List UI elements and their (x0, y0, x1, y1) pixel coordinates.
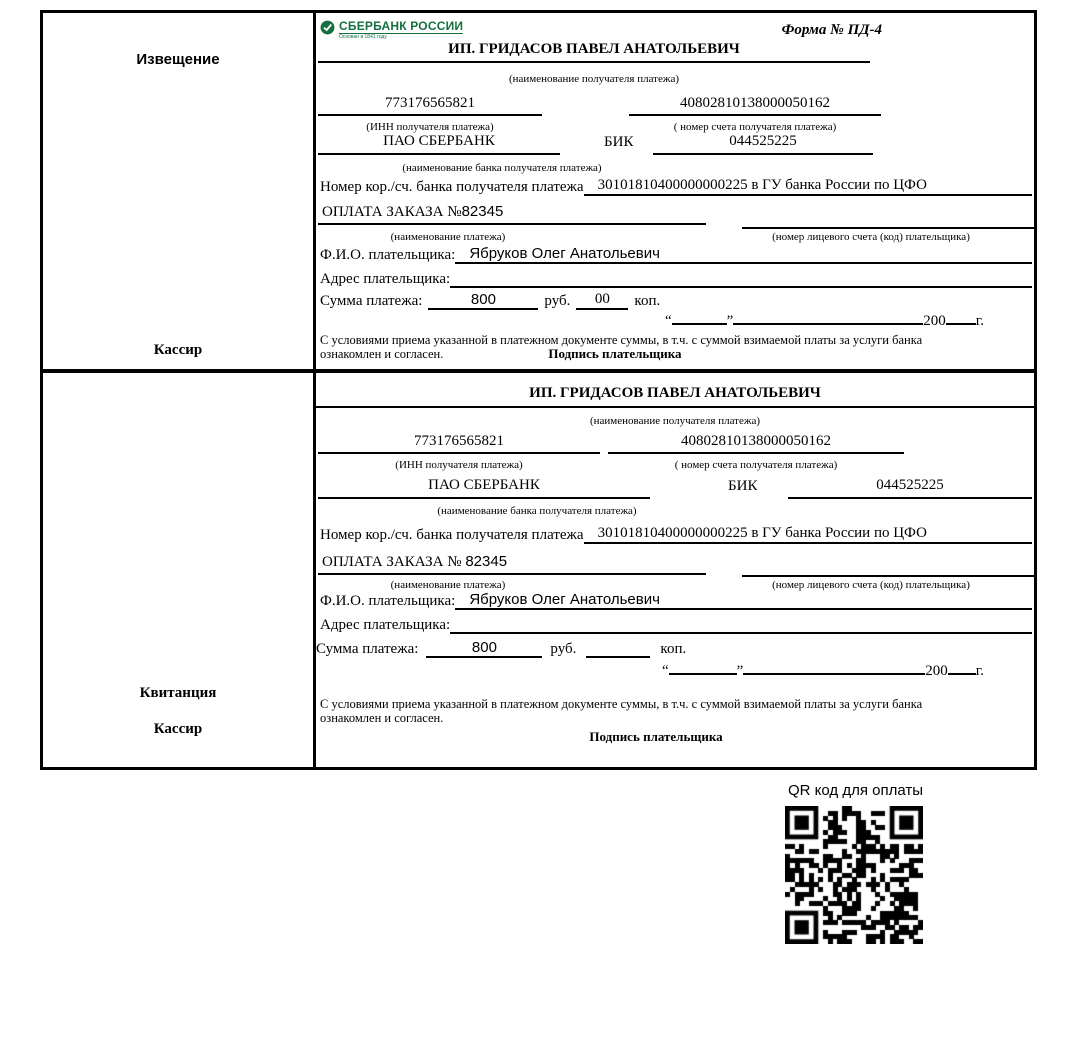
receipt-content-1 (316, 13, 1034, 369)
cashier-label: Кассир (153, 342, 203, 358)
inn-caption: (ИНН получателя платежа) (366, 121, 494, 133)
corr-value: 30101810400000000225 в ГУ банка России по ЦФО (584, 177, 1032, 196)
account-value: 40802810138000050162 (608, 433, 904, 454)
personal-acc-caption: (номер лицевого счета (код) плательщика) (772, 579, 970, 591)
payee-name: ИП. ГРИДАСОВ ПАВЕЛ АНАТОЛЬЕВИЧ (318, 41, 870, 63)
signature-label: Подпись плательщика (548, 346, 682, 361)
form-number: Форма № ПД-4 (781, 22, 882, 38)
personal-acc-caption: (номер лицевого счета (код) плательщика) (772, 231, 970, 243)
inn-value: 773176565821 (318, 95, 542, 116)
sum-kop-value: 00 (576, 291, 628, 310)
corr-label: Номер кор./сч. банка получателя платежа (320, 527, 584, 543)
corr-row (320, 525, 1032, 544)
payer-address-value (450, 286, 1032, 288)
sberbank-logo (320, 20, 463, 40)
date-month-line (743, 661, 925, 675)
year-prefix: 200 (923, 313, 946, 329)
payer-name-label: Ф.И.О. плательщика: (320, 593, 456, 609)
rub-label: руб. (550, 641, 577, 657)
inn-value: 773176565821 (318, 433, 600, 454)
order-number: 82345 (461, 203, 504, 220)
payment-caption: (наименование платежа) (390, 231, 506, 243)
qr-label: QR код для оплаты (788, 782, 924, 799)
rub-label: руб. (544, 293, 571, 309)
stub-izveshchenie (43, 13, 316, 369)
signature-label: Подпись плательщика (589, 729, 723, 744)
sberbank-logo-icon (320, 20, 335, 35)
payer-name-label: Ф.И.О. плательщика: (320, 247, 456, 263)
kop-label: коп. (660, 641, 687, 657)
payer-name-value: Ябруков Олег Анатольевич (455, 591, 1032, 610)
payment-caption: (наименование платежа) (390, 579, 506, 591)
account-caption: ( номер счета получателя платежа) (674, 459, 838, 471)
payer-address-label: Адрес плательщика: (320, 271, 451, 287)
sum-rub-value: 800 (426, 639, 542, 658)
bik-value: 044525225 (788, 477, 1032, 499)
bank-name: ПАО СБЕРБАНК (318, 477, 650, 499)
payment-name-label: ОПЛАТА ЗАКАЗА № (322, 204, 462, 220)
date-year-line (946, 311, 976, 325)
sum-kop-value (586, 656, 650, 658)
year-prefix: 200 (925, 663, 948, 679)
bank-name: ПАО СБЕРБАНК (318, 133, 560, 155)
sum-rub-value: 800 (428, 291, 538, 310)
stub-kvitanciya (43, 373, 316, 767)
payer-address-row (320, 271, 1032, 288)
payer-name-row (320, 245, 1032, 264)
personal-acc-line (742, 559, 1034, 577)
payee-caption: (наименование получателя платежа) (508, 73, 680, 85)
payer-name-value: Ябруков Олег Анатольевич (455, 245, 1032, 264)
sum-row (320, 291, 660, 310)
account-caption: ( номер счета получателя платежа) (673, 121, 837, 133)
bik-label: БИК (604, 134, 634, 150)
sum-label: Сумма платежа: (316, 641, 419, 657)
stub-title: Извещение (136, 51, 220, 68)
cashier-label: Кассир (153, 721, 203, 737)
receipt-content-2 (316, 373, 1034, 767)
kop-label: коп. (634, 293, 661, 309)
agreement-text: С условиями приема указанной в платежном документе суммы, в т.ч. с суммой взимаемой платы за услуги банка ознакомлен и согласен. (320, 697, 923, 725)
corr-row (320, 177, 1032, 196)
personal-acc-line (742, 209, 1034, 229)
sberbank-logo-text: СБЕРБАНК РОССИИ (339, 19, 464, 33)
bik-value: 044525225 (653, 133, 873, 155)
bank-caption: (наименование банка получателя платежа) (437, 505, 637, 517)
agreement-text: С условиями приема указанной в платежном документе суммы, в т.ч. с суммой взимаемой платы за услуги банка ознакомлен и согласен. Подпись плательщика (320, 333, 923, 361)
bank-caption: (наименование банка получателя платежа) (402, 162, 602, 174)
payer-address-row (320, 617, 1032, 634)
corr-label: Номер кор./сч. банка получателя платежа (320, 179, 584, 195)
pd4-form (40, 10, 1037, 770)
sum-row (316, 639, 686, 658)
corr-value: 30101810400000000225 в ГУ банка России по ЦФО (584, 525, 1032, 544)
date-day-line (672, 311, 727, 325)
account-value: 40802810138000050162 (629, 95, 881, 116)
date-row: “ ” 200 г. (664, 313, 984, 329)
year-suffix: г. (975, 663, 984, 679)
payer-address-value (450, 632, 1032, 634)
payment-name-row (318, 553, 706, 575)
inn-caption: (ИНН получателя платежа) (395, 459, 523, 471)
payee-name: ИП. ГРИДАСОВ ПАВЕЛ АНАТОЛЬЕВИЧ (316, 385, 1034, 408)
date-year-line (948, 661, 976, 675)
year-suffix: г. (975, 313, 984, 329)
section-izveshchenie (43, 13, 1034, 373)
qr-code (785, 806, 923, 944)
date-day-line (669, 661, 737, 675)
sberbank-logo-tagline: Основан в 1841 году (339, 34, 387, 40)
order-number: 82345 (465, 553, 508, 570)
payment-name-label: ОПЛАТА ЗАКАЗА № (322, 554, 462, 570)
payer-name-row (320, 591, 1032, 610)
section-kvitanciya (43, 373, 1034, 767)
stub-title: Квитанция (139, 685, 217, 701)
date-month-line (733, 311, 923, 325)
bik-label: БИК (728, 478, 758, 494)
sum-label: Сумма платежа: (320, 293, 423, 309)
date-row: “ ” 200 г. (661, 663, 984, 679)
payer-address-label: Адрес плательщика: (320, 617, 451, 633)
payee-caption: (наименование получателя платежа) (589, 415, 761, 427)
payment-name-row (318, 203, 706, 225)
